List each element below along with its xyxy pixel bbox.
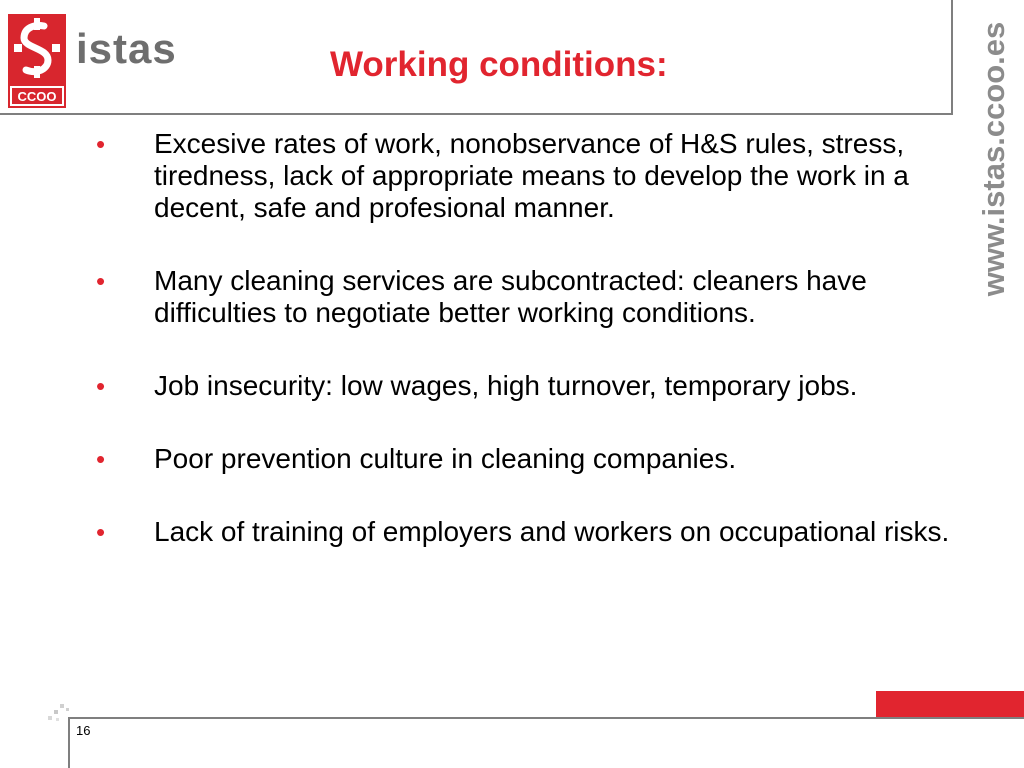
istas-logo <box>8 14 198 110</box>
bullet-icon: • <box>96 444 106 474</box>
list-item <box>92 370 952 402</box>
page-number: 16 <box>76 723 91 738</box>
logo-wordmark: istas <box>76 25 177 72</box>
footer-vertical-divider <box>68 717 70 768</box>
side-url-text: www.istas.ccoo.es <box>976 21 1011 297</box>
bullet-list <box>92 128 952 589</box>
list-item <box>92 265 952 329</box>
bullet-text: Poor prevention culture in cleaning companies. <box>154 443 737 474</box>
bullet-text: Excesive rates of work, nonobservance of H&S rules, stress, tiredness, lack of appropriate means to develop the work in a decent, safe and profesional manner. <box>154 128 909 223</box>
bullet-text: Many cleaning services are subcontracted: cleaners have difficulties to negotiate better working conditions. <box>154 265 867 328</box>
footer-accent-bar <box>876 691 1024 718</box>
side-url <box>972 4 1016 314</box>
list-item <box>92 443 952 475</box>
bullet-text: Lack of training of employers and workers on occupational risks. <box>154 516 950 547</box>
logo-mark <box>8 14 66 108</box>
logo-symbol-icon <box>8 14 66 108</box>
slide-title: Working conditions: <box>330 45 668 84</box>
list-item <box>92 128 952 224</box>
bullet-icon: • <box>96 517 106 547</box>
bullet-icon: • <box>96 266 106 296</box>
bullet-icon: • <box>96 371 106 401</box>
logo-ccoo-text: CCOO <box>17 89 57 104</box>
list-item <box>92 516 952 548</box>
bullet-text: Job insecurity: low wages, high turnover, temporary jobs. <box>154 370 858 401</box>
footer-divider <box>68 717 1024 719</box>
dots-decoration-icon <box>46 702 76 728</box>
bullet-icon: • <box>96 129 106 159</box>
